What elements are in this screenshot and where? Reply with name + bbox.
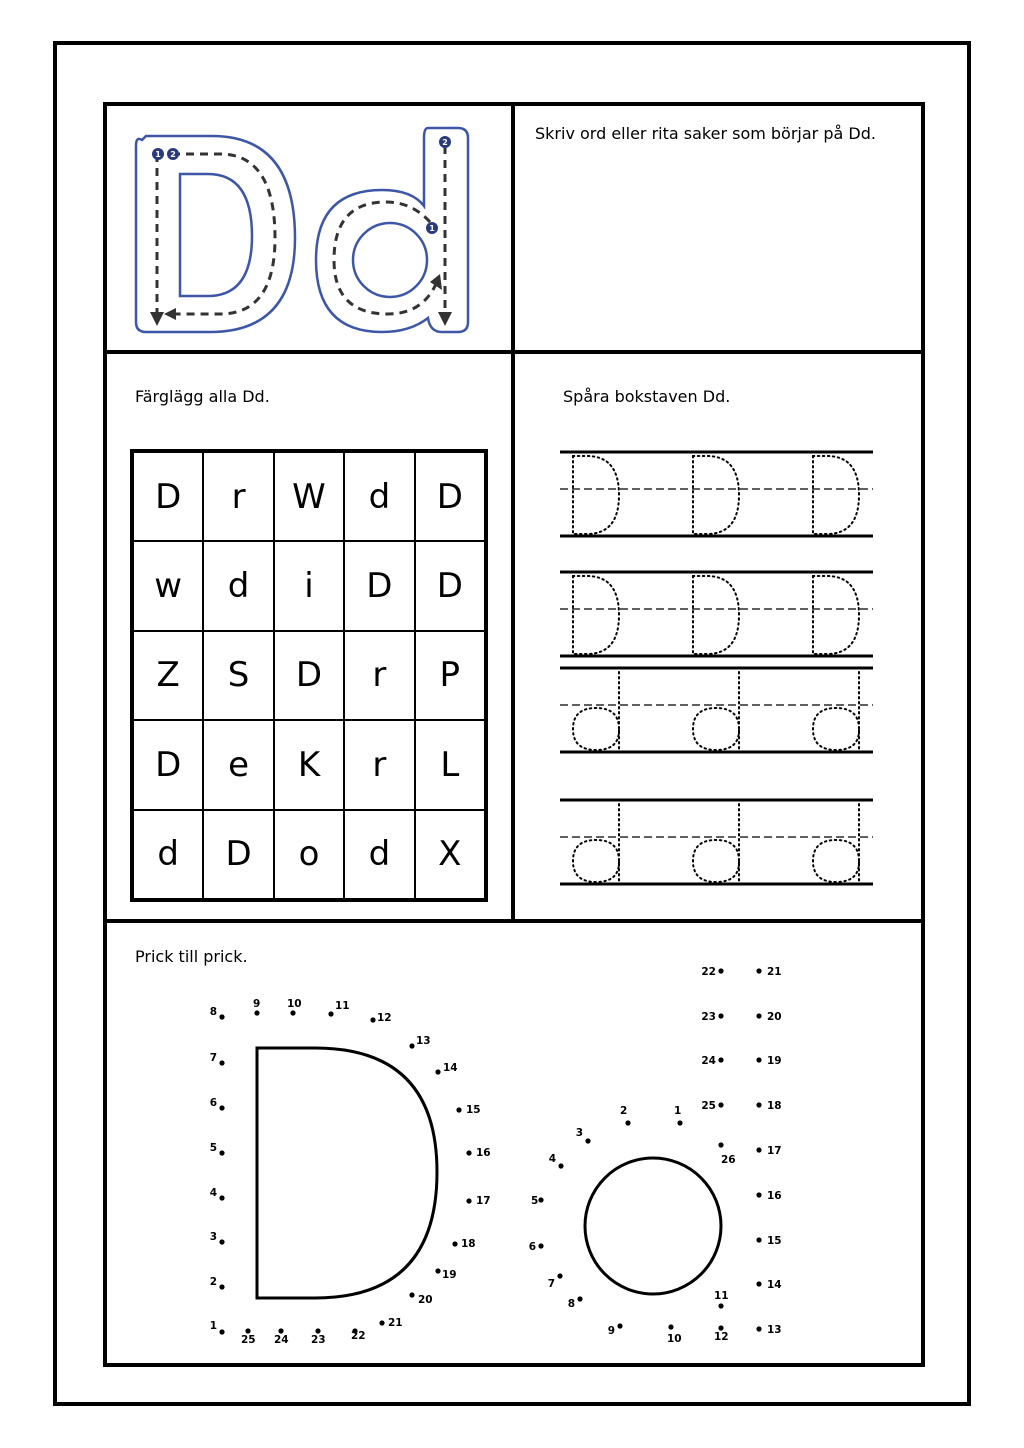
grid-cell[interactable]: D: [133, 720, 203, 809]
upper-d-dot[interactable]: [219, 1329, 224, 1334]
trace-letter[interactable]: [693, 456, 739, 534]
upper-d-dot[interactable]: [435, 1268, 440, 1273]
lower-d-dot-label: 13: [767, 1324, 782, 1336]
lower-d-dot-label: 6: [528, 1241, 536, 1253]
lower-d-dot[interactable]: [668, 1324, 673, 1329]
upper-d-dot[interactable]: [456, 1107, 461, 1112]
upper-d-dot-label: 13: [416, 1035, 431, 1047]
lower-d-dot-label: 24: [701, 1055, 716, 1067]
grid-cell[interactable]: D: [415, 541, 485, 630]
lower-d-dot[interactable]: [756, 1281, 761, 1286]
upper-d-dot[interactable]: [219, 1014, 224, 1019]
lower-d-dot-label: 22: [701, 966, 716, 978]
grid-cell[interactable]: D: [274, 631, 344, 720]
lower-d-dot[interactable]: [756, 1326, 761, 1331]
upper-d-dot-label: 20: [418, 1294, 433, 1306]
letter-dd-illustration: [130, 118, 480, 338]
upper-d-dot-label: 10: [287, 998, 302, 1010]
upper-d-dot-label: 2: [209, 1276, 217, 1288]
lower-d-dot-label: 11: [714, 1290, 729, 1302]
upper-d-dot-label: 22: [351, 1330, 366, 1342]
lower-d-dot[interactable]: [718, 968, 723, 973]
stroke-number-2b: 2: [442, 138, 448, 147]
upper-d-dot-label: 19: [442, 1269, 457, 1281]
lower-d-dot-label: 5: [531, 1195, 539, 1207]
lower-d-dot-label: 2: [620, 1105, 628, 1117]
trace-letter[interactable]: [813, 456, 859, 534]
upper-d-dot[interactable]: [435, 1069, 440, 1074]
lower-d-dot-label: 17: [767, 1145, 782, 1157]
grid-cell[interactable]: d: [344, 452, 414, 541]
trace-letter[interactable]: [573, 672, 619, 750]
upper-d-dot[interactable]: [254, 1010, 259, 1015]
grid-cell[interactable]: w: [133, 541, 203, 630]
lower-d-dot-label: 7: [547, 1278, 555, 1290]
grid-cell[interactable]: D: [133, 452, 203, 541]
upper-d-dot-label: 6: [209, 1097, 217, 1109]
trace-letter[interactable]: [573, 576, 619, 654]
stroke-number-1: 1: [155, 150, 161, 159]
lower-d-dot[interactable]: [557, 1273, 562, 1278]
lower-d-dot[interactable]: [718, 1303, 723, 1308]
grid-cell[interactable]: D: [203, 810, 273, 899]
lower-d-dot-label: 4: [548, 1153, 556, 1165]
lower-d-dot[interactable]: [585, 1138, 590, 1143]
upper-d-dot[interactable]: [219, 1284, 224, 1289]
trace-instruction: Spåra bokstaven Dd.: [563, 387, 731, 406]
grid-cell[interactable]: o: [274, 810, 344, 899]
letter-grid: [130, 449, 488, 902]
stroke-number-1b: 1: [429, 224, 435, 233]
upper-d-dot[interactable]: [290, 1010, 295, 1015]
lower-d-dot[interactable]: [677, 1120, 682, 1125]
lower-d-dot-label: 18: [767, 1100, 782, 1112]
lower-d-dot[interactable]: [756, 1057, 761, 1062]
lower-d-dot[interactable]: [756, 1147, 761, 1152]
upper-d-dot[interactable]: [219, 1105, 224, 1110]
lower-d-dot[interactable]: [756, 1192, 761, 1197]
upper-d-dot-label: 3: [209, 1231, 217, 1243]
lower-d-dot-label: 15: [767, 1235, 782, 1247]
stroke-number-2: 2: [170, 150, 176, 159]
grid-cell[interactable]: D: [415, 452, 485, 541]
grid-cell[interactable]: S: [203, 631, 273, 720]
upper-d-dot-label: 21: [388, 1317, 403, 1329]
lower-d-dot[interactable]: [718, 1325, 723, 1330]
lower-d-dot-label: 20: [767, 1011, 782, 1023]
upper-d-dot[interactable]: [370, 1017, 375, 1022]
upper-d-dot[interactable]: [278, 1328, 283, 1333]
upper-d-dot[interactable]: [245, 1328, 250, 1333]
lower-d-dot-label: 23: [701, 1011, 716, 1023]
grid-cell[interactable]: e: [203, 720, 273, 809]
grid-cell[interactable]: K: [274, 720, 344, 809]
tracing-area[interactable]: [555, 440, 880, 905]
upper-d-dot-label: 4: [209, 1187, 217, 1199]
lower-d-dot-label: 16: [767, 1190, 782, 1202]
grid-cell[interactable]: P: [415, 631, 485, 720]
lower-d-dot[interactable]: [756, 1013, 761, 1018]
grid-cell[interactable]: r: [203, 452, 273, 541]
lower-d-dot-label: 12: [714, 1331, 729, 1343]
upper-d-dot-label: 17: [476, 1195, 491, 1207]
lower-d-dot-label: 3: [575, 1127, 583, 1139]
lower-d-dot[interactable]: [617, 1323, 622, 1328]
trace-letter[interactable]: [573, 804, 619, 882]
upper-d-dot[interactable]: [219, 1150, 224, 1155]
grid-cell[interactable]: d: [203, 541, 273, 630]
write-instruction: Skriv ord eller rita saker som börjar på Dd.: [535, 124, 876, 143]
upper-d-dot[interactable]: [328, 1011, 333, 1016]
trace-letter[interactable]: [813, 804, 859, 882]
upper-d-dot[interactable]: [379, 1320, 384, 1325]
trace-letter[interactable]: [693, 804, 739, 882]
upper-d-dot[interactable]: [466, 1198, 471, 1203]
lower-d-dot-label: 21: [767, 966, 782, 978]
trace-letter[interactable]: [813, 672, 859, 750]
upper-d-dot[interactable]: [315, 1328, 320, 1333]
lower-d-dot-label: 14: [767, 1279, 782, 1291]
lower-d-dot-label: 8: [567, 1298, 575, 1310]
upper-d-dot-label: 1: [209, 1320, 217, 1332]
upper-d-dot-label: 14: [443, 1062, 458, 1074]
lower-d-dot[interactable]: [625, 1120, 630, 1125]
dot-outline-upper-d: [257, 1048, 437, 1298]
upper-d-dot-label: 25: [241, 1334, 256, 1346]
upper-d-dot[interactable]: [409, 1043, 414, 1048]
grid-cell[interactable]: r: [344, 720, 414, 809]
color-instruction: Färglägg alla Dd.: [135, 387, 270, 406]
upper-d-dot[interactable]: [219, 1195, 224, 1200]
grid-cell[interactable]: L: [415, 720, 485, 809]
lower-d-dot-label: 9: [607, 1325, 615, 1337]
grid-cell[interactable]: r: [344, 631, 414, 720]
dots-instruction: Prick till prick.: [135, 947, 248, 966]
grid-cell[interactable]: d: [133, 810, 203, 899]
lower-d-dot-label: 25: [701, 1100, 716, 1112]
lower-d-dot-label: 10: [667, 1333, 682, 1345]
lower-d-dot[interactable]: [756, 1102, 761, 1107]
upper-d-dot-label: 12: [377, 1012, 392, 1024]
upper-d-dot[interactable]: [466, 1150, 471, 1155]
upper-d-dot-label: 7: [209, 1052, 217, 1064]
trace-letter[interactable]: [813, 576, 859, 654]
upper-d-dot-label: 24: [274, 1334, 289, 1346]
grid-cell[interactable]: Z: [133, 631, 203, 720]
lower-d-dot[interactable]: [538, 1243, 543, 1248]
upper-d-dot[interactable]: [409, 1292, 414, 1297]
trace-letter[interactable]: [573, 456, 619, 534]
lower-d-dot-label: 1: [674, 1105, 682, 1117]
upper-d-dot-label: 5: [209, 1142, 217, 1154]
grid-cell[interactable]: i: [274, 541, 344, 630]
trace-letter[interactable]: [693, 576, 739, 654]
lower-d-dot[interactable]: [718, 1102, 723, 1107]
lower-d-dot[interactable]: [718, 1013, 723, 1018]
dot-outline-lower-o: [585, 1158, 721, 1294]
upper-d-dot-label: 9: [253, 998, 261, 1010]
grid-cell[interactable]: D: [344, 541, 414, 630]
upper-d-dot-label: 15: [466, 1104, 481, 1116]
dot-to-dot-area[interactable]: [105, 950, 905, 1360]
grid-cell[interactable]: W: [274, 452, 344, 541]
upper-d-dot-label: 8: [209, 1006, 217, 1018]
lower-d-dot-label: 19: [767, 1055, 782, 1067]
upper-d-dot-label: 18: [461, 1238, 476, 1250]
trace-letter[interactable]: [693, 672, 739, 750]
grid-cell[interactable]: d: [344, 810, 414, 899]
upper-d-dot-label: 23: [311, 1334, 326, 1346]
lower-d-dot[interactable]: [756, 968, 761, 973]
lower-d-dot-label: 26: [721, 1154, 736, 1166]
grid-cell[interactable]: X: [415, 810, 485, 899]
upper-d-dot-label: 11: [335, 1000, 350, 1012]
lower-d-dot[interactable]: [756, 1237, 761, 1242]
lower-d-dot[interactable]: [718, 1057, 723, 1062]
upper-d-dot[interactable]: [219, 1060, 224, 1065]
upper-d-dot-label: 16: [476, 1147, 491, 1159]
lower-d-dot[interactable]: [538, 1197, 543, 1202]
upper-d-dot[interactable]: [219, 1239, 224, 1244]
lower-d-dot[interactable]: [718, 1142, 723, 1147]
upper-d-dot[interactable]: [452, 1241, 457, 1246]
lower-d-dot[interactable]: [577, 1296, 582, 1301]
lower-d-dot[interactable]: [558, 1163, 563, 1168]
